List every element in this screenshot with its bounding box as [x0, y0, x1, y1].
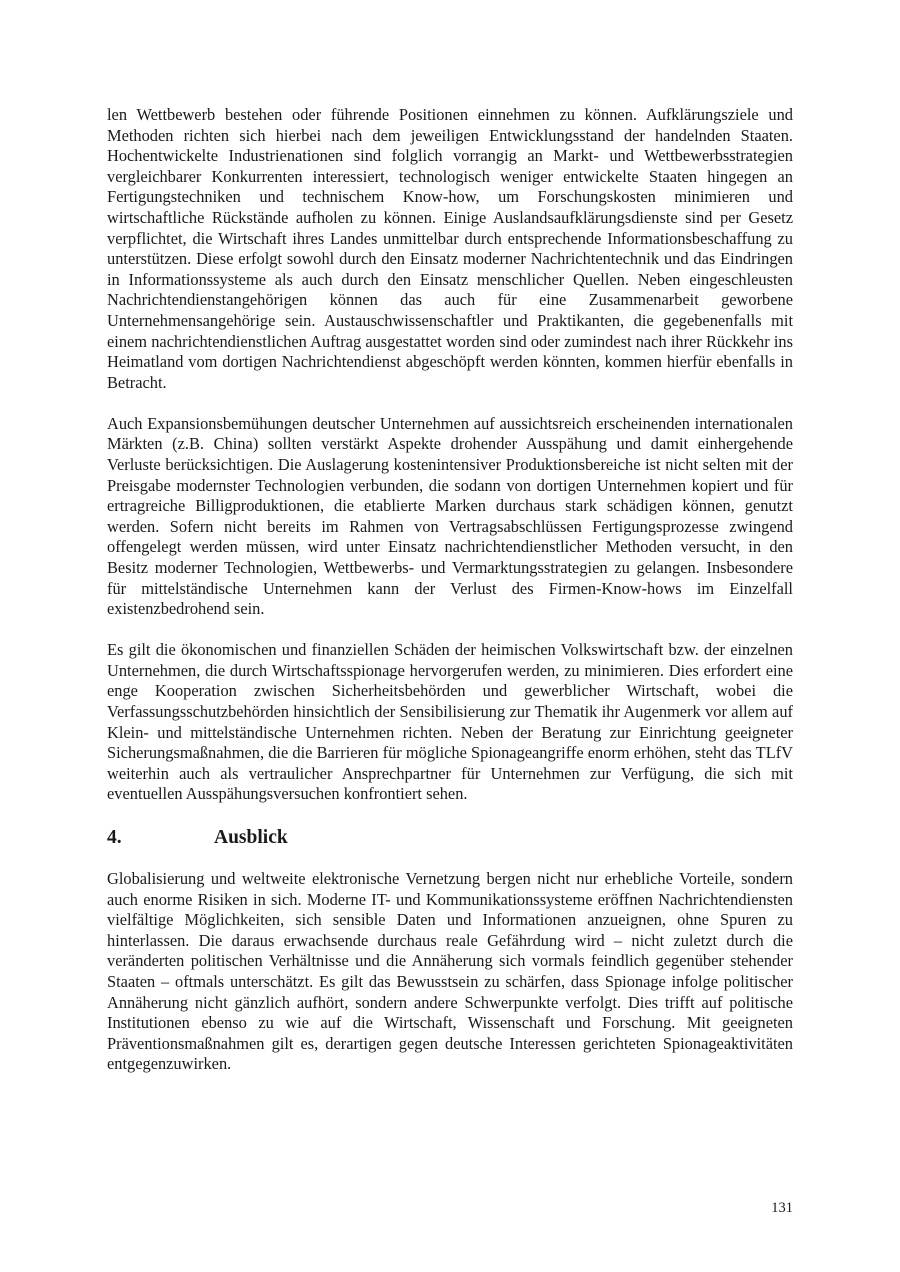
paragraph-outlook: Globalisierung und weltweite elektronische Vernetzung bergen nicht nur erhebliche Vorteile, sondern auch enorme Risiken in sich. Moderne IT- und Kommunikationssysteme eröffnen Nachrichtendiensten vielfältige Möglichkeiten, sich sensible Daten und Informationen anzueignen, ohne Spuren zu hinterlassen. Die daraus erwachsende durchaus reale Gefährdung wird – nicht zuletzt durch die veränderten politischen Verhältnisse und die Annäherung sich vormals feindlich gegenüber stehender Staaten – oftmals unterschätzt. Es gilt das Bewusstsein zu schärfen, dass Spionage infolge politischer Annäherung nicht gänzlich aufhört, sondern andere Schwerpunkte verfolgt. Dies trifft auf politische Institutionen ebenso zu wie auf die Wirtschaft, Wissenschaft und Forschung. Mit geeigneten Präventionsmaßnahmen gilt es, derartigen gegen deutsche Interessen gerichteten Spionageaktivitäten entgegenzuwirken. [107, 869, 793, 1074]
section-heading [107, 826, 793, 850]
paragraph-damage-prevention: Es gilt die ökonomischen und finanziellen Schäden der heimischen Volkswirtschaft bzw. der einzelnen Unternehmen, die durch Wirtschaftsspionage hervorgerufen werden, zu minimieren. Dies erfordert eine enge Kooperation zwischen Sicherheitsbehörden und gewerblicher Wirtschaft, wobei die Verfassungsschutzbehörden hinsichtlich der Sensibilisierung zur Thematik ihr Augenmerk vor allem auf Klein- und mittelständische Unternehmen richten. Neben der Beratung zur Einrichtung geeigneter Sicherungsmaßnahmen, die die Barrieren für mögliche Spionageangriffe enorm erhöhen, steht das TLfV weiterhin auch als vertraulicher Ansprechpartner für Unternehmen zur Verfügung, die sich mit eventuellen Ausspähungsversuchen konfrontiert sehen. [107, 640, 793, 804]
page-number: 131 [771, 1200, 793, 1216]
page-body [107, 105, 793, 1075]
paragraph-intelligence-methods: len Wettbewerb bestehen oder führende Positionen einnehmen zu können. Aufklärungsziele und Methoden richten sich hierbei nach dem jeweiligen Entwicklungsstand der handelnden Staaten. Hochentwickelte Industrienationen sind folglich vorrangig an Markt- und Wettbewerbsstrategien vergleichbarer Konkurrenten interessiert, technologisch weniger entwickelte Staaten hingegen an Fertigungstechniken und technischem Know-how, um Forschungskosten minimieren und wirtschaftliche Rückstände aufholen zu können. Einige Auslandsaufklärungsdienste sind per Gesetz verpflichtet, die Wirtschaft ihres Landes unmittelbar durch entsprechende Informationsbeschaffung zu unterstützen. Diese erfolgt sowohl durch den Einsatz moderner Nachrichtentechnik und das Eindringen in Informationssysteme als auch durch den Einsatz menschlicher Quellen. Neben eingeschleusten Nachrichtendienstangehörigen können das auch für eine Zusammenarbeit geworbene Unternehmensangehörige sein. Austauschwissenschaftler und Praktikanten, die gegebenenfalls mit einem nachrichtendienstlichen Auftrag ausgestattet worden sind oder zumindest nach ihrer Rückkehr ins Heimatland vom dortigen Nachrichtendienst abgeschöpft werden könnten, kommen hierfür ebenfalls in Betracht. [107, 105, 793, 392]
paragraph-expansion-risks: Auch Expansionsbemühungen deutscher Unternehmen auf aussichtsreich erscheinenden internationalen Märkten (z.B. China) sollten verstärkt Aspekte drohender Ausspähung und damit einhergehende Verluste berücksichtigen. Die Auslagerung kostenintensiver Produktionsbereiche ist nicht selten mit der Preisgabe modernster Technologien verbunden, die sodann von dortigen Unternehmen kopiert und für ertragreiche Billigproduktionen, die etablierte Marken durchaus stark schädigen können, genutzt werden. Sofern nicht bereits im Rahmen von Vertragsabschlüssen Fertigungsprozesse zwingend offengelegt werden müssen, wird unter Einsatz nachrichtendienstlicher Methoden versucht, in den Besitz moderner Technologien, Wettbewerbs- und Vermarktungsstrategien zu gelangen. Insbesondere für mittelständische Unternehmen kann der Verlust des Firmen-Know-hows im Einzelfall existenzbedrohend sein. [107, 413, 793, 619]
section-title: Ausblick [214, 827, 288, 848]
section-number: 4. [107, 827, 122, 848]
